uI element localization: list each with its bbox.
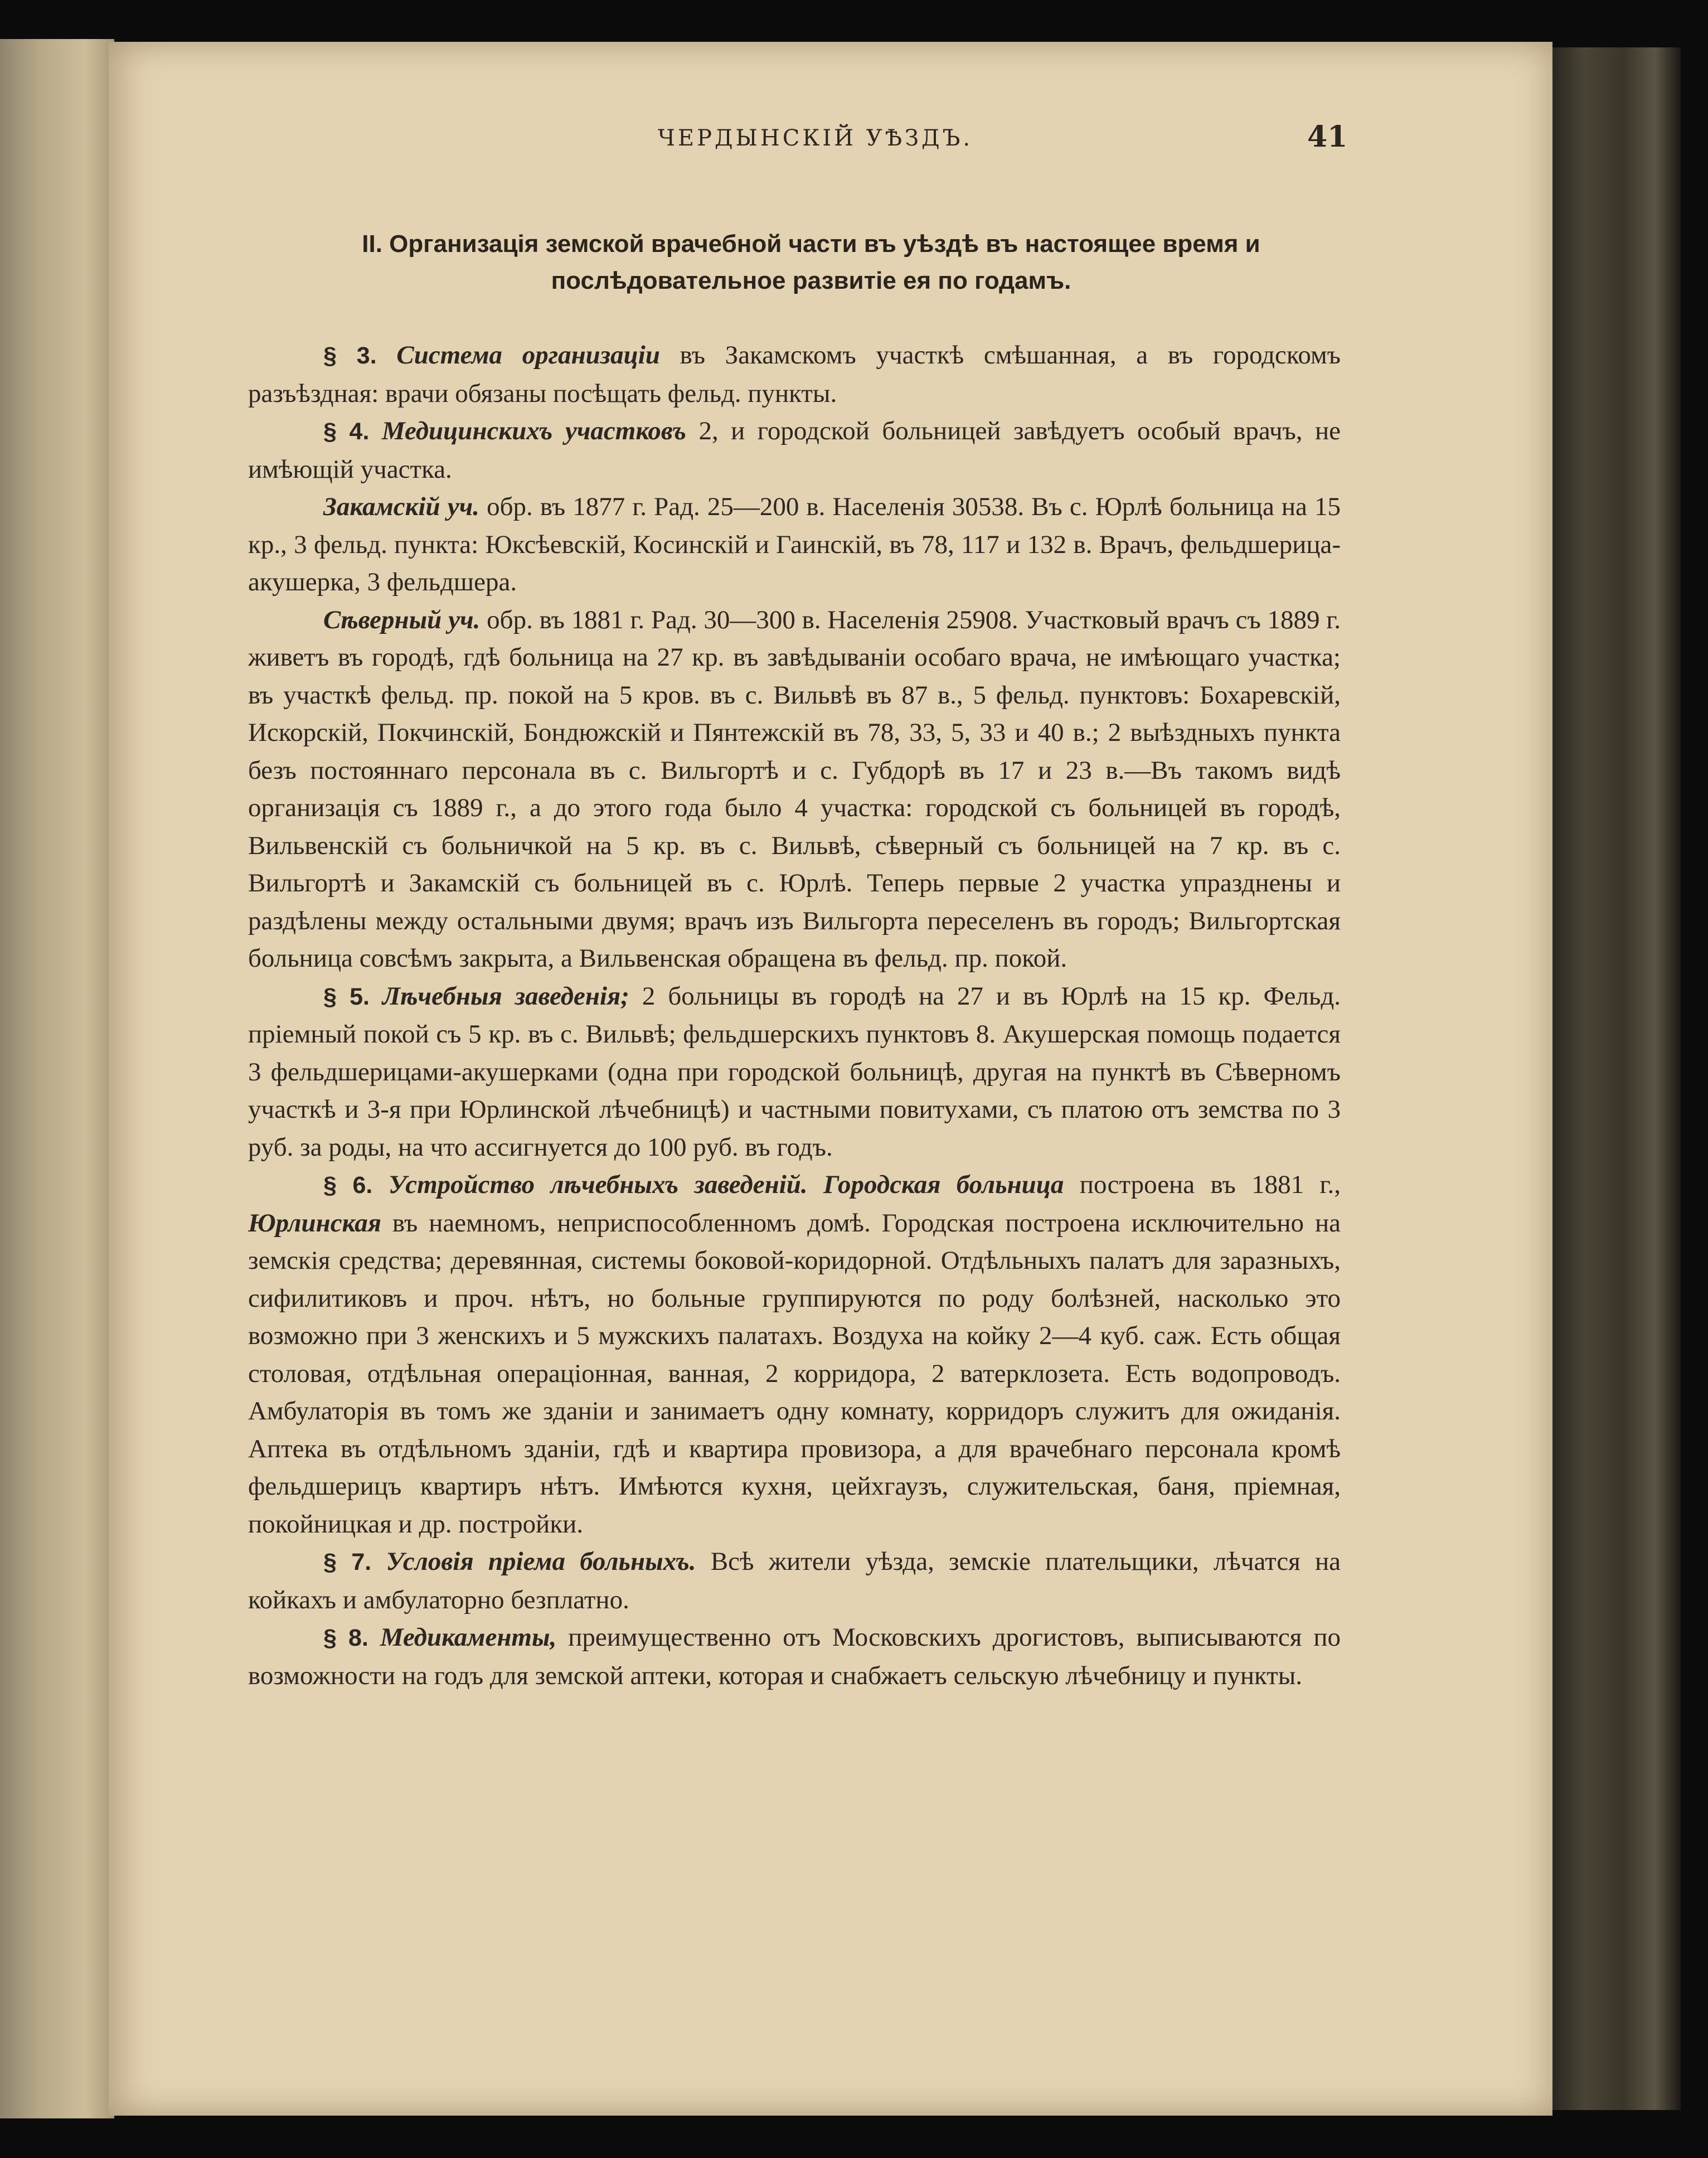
paragraph-section-3	[248, 337, 1341, 413]
chapter-heading-line-1: II. Организація земской врачебной части въ уѣздѣ въ настоящее время и	[362, 230, 1260, 258]
section-term: Медицинскихъ участковъ	[381, 416, 687, 445]
paragraph-text: Всѣ жители уѣзда, земскіе плательщики, лѣчатся на койкахъ и амбулаторно безплатно.	[248, 1547, 1341, 1614]
section-term-2: Юрлинская	[248, 1208, 381, 1238]
section-mark: § 4.	[323, 418, 370, 445]
paragraph-text: 2, и городской больницей завѣдуетъ особый врачъ, не имѣющій участка.	[248, 416, 1341, 484]
paragraph-text-2: въ наемномъ, неприспособленномъ домѣ. Городская построена исключительно на земскія средства; деревянная, системы боковой-коридорной. Отдѣльныхъ палатъ для заразныхъ, сифилитиковъ и проч. нѣтъ, но больные группируются по роду болѣзней, насколько это возможно при 3 женскихъ и 5 мужскихъ палатахъ. Воздуха на койку 2—4 куб. саж. Есть общая столовая, отдѣльная операціонная, ванная, 2 корридора, 2 ватерклозета. Есть водопроводъ. Амбулаторія въ томъ же зданіи и занимаетъ одну комнату, корридоръ служитъ для ожиданія. Аптека въ отдѣльномъ зданіи, гдѣ и квартира провизора, а для врачебнаго персонала кромѣ фельдшерицъ квартиръ нѣтъ. Имѣются кухня, цейхгаузъ, служительская, баня, пріемная, покойницкая и др. постройки.	[248, 1208, 1341, 1539]
paragraph-section-5	[248, 978, 1341, 1167]
section-term: Медикаменты,	[380, 1623, 557, 1652]
paragraph-text: построена въ 1881 г.,	[1064, 1170, 1341, 1199]
section-mark: § 7.	[323, 1549, 372, 1575]
body-text	[248, 337, 1341, 1695]
paragraph-text: преимущественно отъ Московскихъ дрогистовъ, выписываются по возможности на годъ для земской аптеки, которая и снабжаетъ сельскую лѣчебницу и пункты.	[248, 1623, 1341, 1690]
paragraph-section-4	[248, 413, 1341, 488]
paragraph-severny	[248, 602, 1341, 978]
paragraph-text: обр. въ 1881 г. Рад. 30—300 в. Населенія 25908. Участковый врачъ съ 1889 г. живетъ въ городѣ, гдѣ больница на 27 кр. въ завѣдываніи особаго врача, не имѣющаго участка; въ участкѣ фельд. пр. покой на 5 кров. въ с. Вильвѣ въ 87 в., 5 фельд. пунктовъ: Бохаревскій, Искорскій, Покчинскій, Бондюжскій и Пянтежскій въ 78, 33, 5, 33 и 40 в.; 2 выѣздныхъ пункта безъ постояннаго персонала въ с. Вильгортѣ и с. Губдорѣ въ 17 и 23 в.—Въ такомъ видѣ организація съ 1889 г., а до этого года было 4 участка: городской съ больницей въ городѣ, Вильвенскій съ больничкой на 5 кр. въ с. Вильвѣ, сѣверный съ больницей на 7 кр. въ с. Вильгортѣ и Закамскій съ больницей въ с. Юрлѣ. Теперь первые 2 участка упразднены и раздѣлены между остальными двумя; врачъ изъ Вильгорта переселенъ въ городъ; Вильгортская больница совсѣмъ закрыта, а Вильвенская обращена въ фельд. пр. покой.	[248, 605, 1341, 973]
section-term: Система организаціи	[396, 341, 660, 370]
section-mark: § 5.	[323, 983, 370, 1010]
section-term: Лѣчебныя заведенія;	[382, 981, 629, 1011]
section-term: Закамскій уч.	[323, 492, 480, 521]
paragraph-text: въ Закамскомъ участкѣ смѣшанная, а въ городскомъ разъѣздная: врачи обязаны посѣщать фельд. пункты.	[248, 341, 1341, 408]
section-mark: § 8.	[323, 1624, 368, 1651]
section-mark: § 3.	[323, 342, 377, 369]
running-head: ЧЕРДЫНСКІЙ УѢЗДЪ.	[658, 125, 973, 151]
book-binding-edge	[1552, 47, 1681, 2110]
paragraph-section-7	[248, 1543, 1341, 1619]
paragraph-text: обр. въ 1877 г. Рад. 25—200 в. Населенія 30538. Въ с. Юрлѣ больница на 15 кр., 3 фельд. пункта: Юксѣевскій, Косинскій и Гаинскій, въ 78, 117 и 132 в. Врачъ, фельдшерица-акушерка, 3 фельдшера.	[248, 492, 1341, 597]
paragraph-zakamsky	[248, 488, 1341, 602]
chapter-heading	[256, 226, 1366, 299]
chapter-heading-line-2: послѣдовательное развитіе ея по годамъ.	[551, 267, 1071, 294]
section-term: Условія пріема больныхъ.	[386, 1547, 696, 1576]
section-term: Сѣверный уч.	[323, 605, 481, 634]
page-number: 41	[1307, 120, 1348, 154]
paragraph-section-8	[248, 1619, 1341, 1695]
section-mark: § 6.	[323, 1172, 373, 1199]
paragraph-section-6	[248, 1166, 1341, 1543]
facing-page-edge	[0, 39, 114, 2118]
section-term: Устройство лѣчебныхъ заведеній. Городская больница	[388, 1170, 1064, 1199]
paragraph-text: 2 больницы въ городѣ на 27 и въ Юрлѣ на 15 кр. Фельд. пріемный покой съ 5 кр. въ с. Вильвѣ; фельдшерскихъ пунктовъ 8. Акушерская помощь подается 3 фельдшерицами-акушерками (одна при городской больницѣ, другая на пунктѣ въ Сѣверномъ участкѣ и 3-я при Юрлинской лѣчебницѣ) и частными повитухами, съ платою отъ земства по 3 руб. за роды, на что ассигнуется до 100 руб. въ годъ.	[248, 981, 1341, 1162]
